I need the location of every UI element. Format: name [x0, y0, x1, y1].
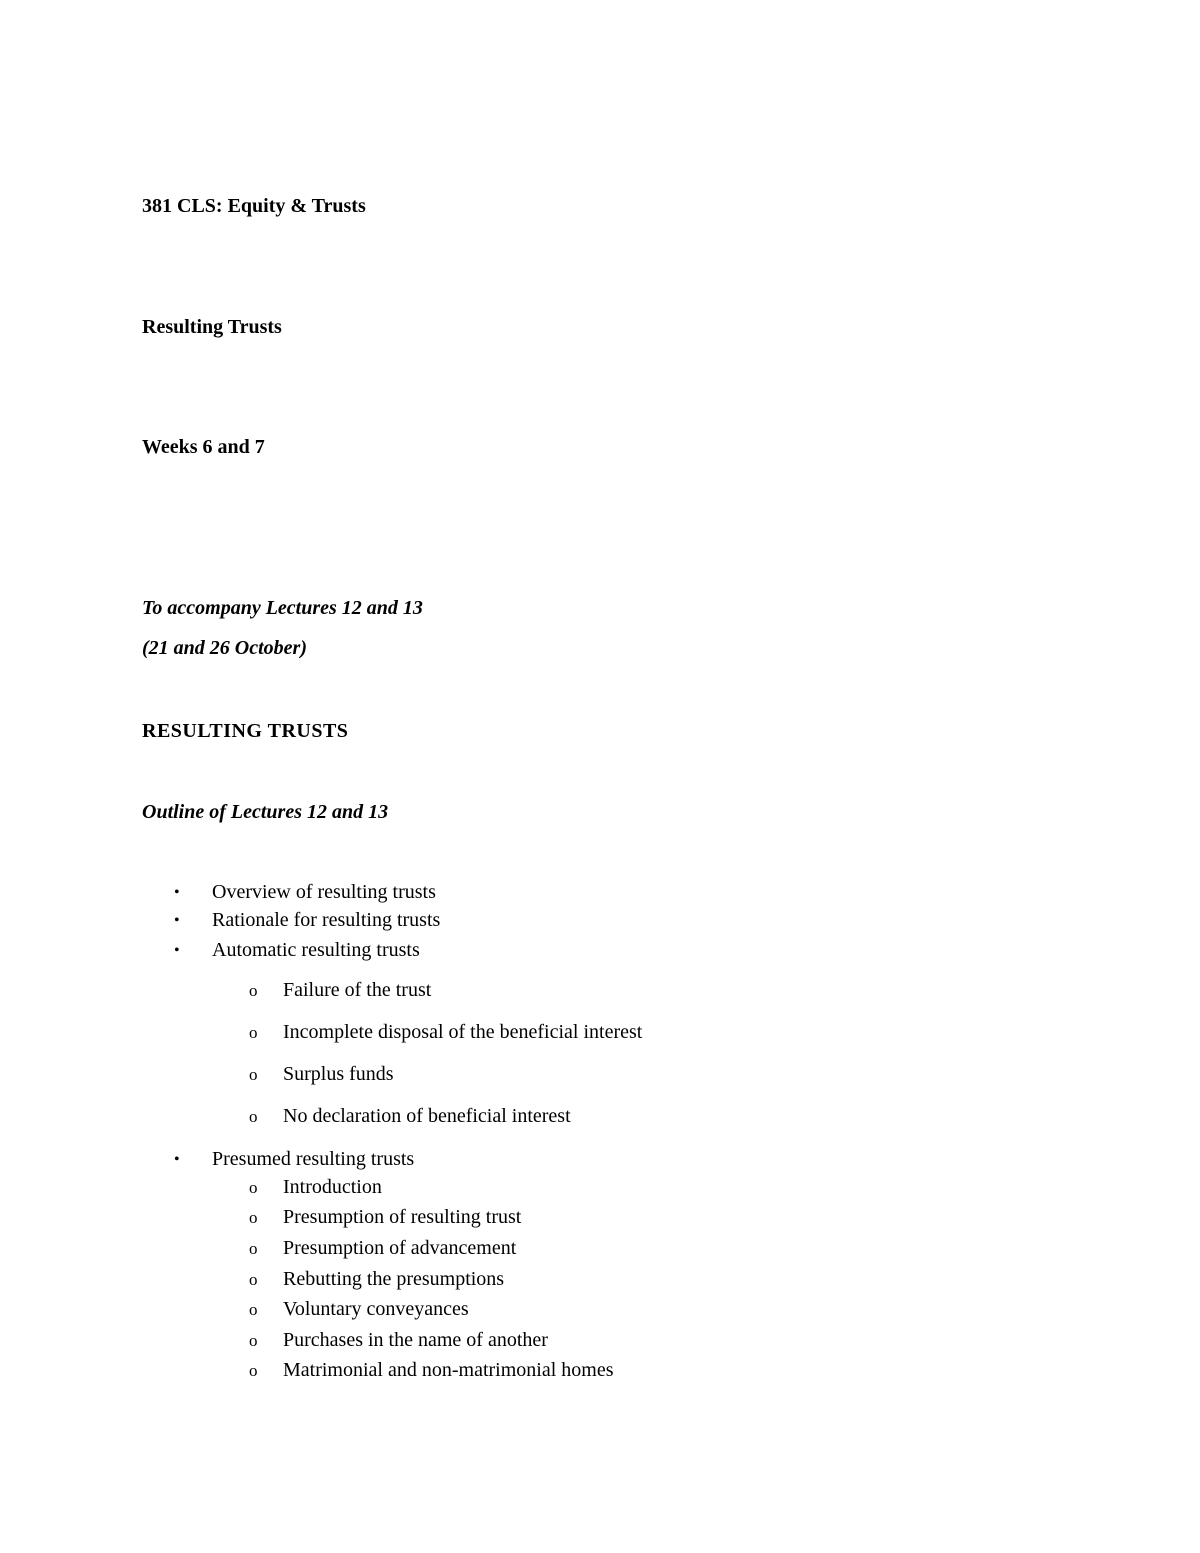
list-item — [174, 908, 440, 933]
circle-bullet-icon: o — [249, 981, 258, 1000]
sub-list-item-label: Rebutting the presumptions — [283, 1268, 505, 1290]
accompany-line: To accompany Lectures 12 and 13 — [142, 597, 423, 619]
sub-list-item — [249, 1104, 571, 1129]
circle-bullet-icon: o — [249, 1300, 258, 1319]
sub-list-item-label: Introduction — [283, 1176, 382, 1198]
circle-bullet-icon: o — [249, 1107, 258, 1126]
list-item — [174, 938, 420, 963]
list-item-label: Automatic resulting trusts — [212, 939, 420, 961]
sub-list-item — [249, 1205, 521, 1230]
sub-list-item-label: Surplus funds — [283, 1063, 394, 1085]
circle-bullet-icon: o — [249, 1178, 258, 1197]
circle-bullet-icon: o — [249, 1270, 258, 1289]
sub-list-item — [249, 1297, 469, 1322]
circle-bullet-icon: o — [249, 1239, 258, 1258]
list-item-label: Presumed resulting trusts — [212, 1148, 415, 1170]
bullet-icon: • — [174, 912, 180, 929]
sub-list-item — [249, 978, 431, 1003]
sub-list-item-label: Purchases in the name of another — [283, 1329, 548, 1351]
dates-line: (21 and 26 October) — [142, 637, 307, 659]
sub-list-item-label: Voluntary conveyances — [283, 1298, 469, 1320]
list-item-label: Overview of resulting trusts — [212, 881, 436, 903]
circle-bullet-icon: o — [249, 1361, 258, 1380]
sub-list-item-label: Failure of the trust — [283, 979, 432, 1001]
bullet-icon: • — [174, 884, 180, 901]
sub-list-item-label: No declaration of beneficial interest — [283, 1105, 571, 1127]
circle-bullet-icon: o — [249, 1023, 258, 1042]
outline-heading: Outline of Lectures 12 and 13 — [142, 801, 389, 823]
sub-list-item — [249, 1020, 642, 1045]
sub-list-item-label: Presumption of advancement — [283, 1237, 517, 1259]
topic-title: Resulting Trusts — [142, 316, 282, 338]
sub-list-item — [249, 1062, 394, 1087]
section-heading: RESULTING TRUSTS — [142, 720, 349, 742]
circle-bullet-icon: o — [249, 1208, 258, 1227]
sub-list-item — [249, 1267, 504, 1292]
sub-list-item — [249, 1358, 614, 1383]
list-item — [174, 1147, 414, 1172]
circle-bullet-icon: o — [249, 1331, 258, 1350]
sub-list-item — [249, 1328, 548, 1353]
sub-list-item — [249, 1236, 516, 1261]
bullet-icon: • — [174, 942, 180, 959]
weeks-label: Weeks 6 and 7 — [142, 436, 265, 458]
bullet-icon: • — [174, 1151, 180, 1168]
list-item-label: Rationale for resulting trusts — [212, 909, 441, 931]
list-item — [174, 880, 436, 905]
sub-list-item-label: Presumption of resulting trust — [283, 1206, 522, 1228]
sub-list-item-label: Matrimonial and non-matrimonial homes — [283, 1359, 614, 1381]
course-title: 381 CLS: Equity & Trusts — [142, 195, 366, 217]
circle-bullet-icon: o — [249, 1065, 258, 1084]
sub-list-item — [249, 1175, 382, 1200]
sub-list-item-label: Incomplete disposal of the beneficial interest — [283, 1021, 643, 1043]
